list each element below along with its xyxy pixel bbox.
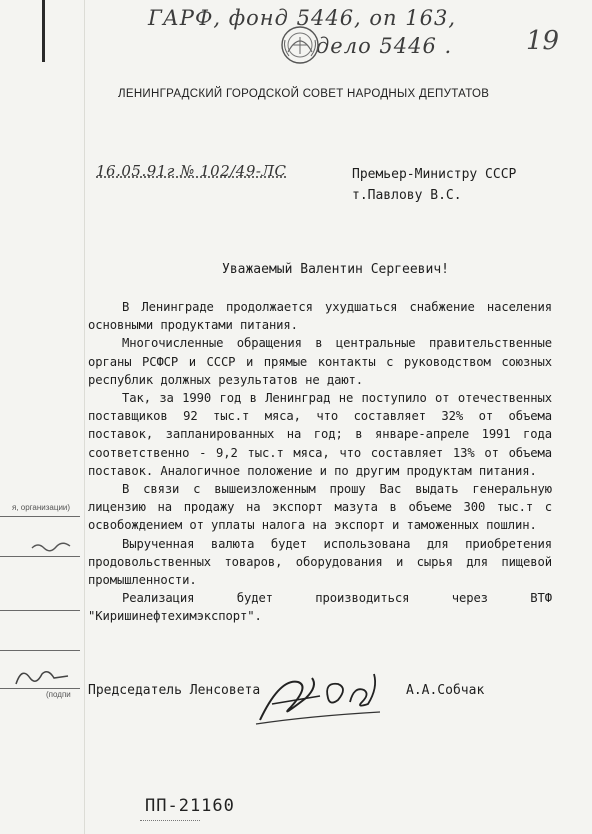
paragraph: Вырученная валюта будет использована для приобретения продовольственных товаров, оборудования и сырья для пищевой промышленности. [88, 536, 552, 588]
registration-number: 16.05.91г № 102/49-ЛС [96, 162, 287, 180]
salutation: Уважаемый Валентин Сергеевич! [222, 262, 449, 277]
addressee-line2: т.Павлову В.С. [352, 188, 462, 203]
letter-body [88, 298, 552, 626]
document-code: ПП-21160 [145, 796, 235, 816]
paragraph: В связи с вышеизложенным прошу Вас выдать генеральную лицензию на продажу на экспорт мазута в объеме 300 тыс.т с освобождением от уплаты налога на экспорт и таможенных пошлин. [88, 482, 552, 533]
margin-rule [0, 556, 80, 557]
signatory-name: А.А.Собчак [406, 683, 485, 698]
margin-signature-icon [12, 664, 72, 690]
handwritten-signature-icon [250, 668, 390, 728]
page-number: 19 [526, 26, 560, 56]
margin-fragment-org: я, организации) [12, 503, 71, 512]
archive-stamp [148, 4, 508, 60]
addressee-block [352, 164, 516, 206]
organization-header: ЛЕНИНГРАДСКИЙ ГОРОДСКОЙ СОВЕТ НАРОДНЫХ ДЕПУТАТОВ [118, 88, 490, 100]
margin-rule [0, 516, 80, 517]
margin-scribble-icon [30, 538, 74, 554]
paragraph: Реализация будет производиться через ВТФ "Киришинефтехимэкспорт". [88, 591, 552, 624]
state-emblem-icon [279, 24, 321, 66]
margin-rule [0, 650, 80, 651]
margin-rule [0, 610, 80, 611]
paragraph: Многочисленные обращения в центральные правительственные органы РСФСР и СССР и прямые контакты с руководством союзных республик должных результатов не дают. [88, 336, 552, 387]
signatory-title: Председатель Ленсовета [88, 683, 261, 698]
margin-fragment-sign: (подпи [46, 690, 71, 699]
margin-rule [0, 688, 80, 689]
paragraph: В Ленинграде продолжается ухудшаться снабжение населения основными продуктами питания. [88, 300, 552, 333]
archive-stamp-line2: дело 5446 . [316, 34, 453, 58]
page-fold-line [84, 0, 85, 834]
addressee-line1: Премьер-Министру СССР [352, 167, 517, 182]
archive-stamp-line1: ГАРФ, фонд 5446, оп 163, [148, 6, 457, 30]
binding-mark [42, 0, 45, 62]
paragraph: Так, за 1990 год в Ленинград не поступило от отечественных поставщиков 92 тыс.т мяса, что составляет 32% от объема поставок, запланированных на год; в январе-апреле 1991 года соответственно - 9,2 тыс.т мяса, что составляет 13% от объема поставок. Аналогичное положение и по другим продуктам питания. [88, 391, 552, 478]
footer-dotted-rule [140, 820, 200, 821]
